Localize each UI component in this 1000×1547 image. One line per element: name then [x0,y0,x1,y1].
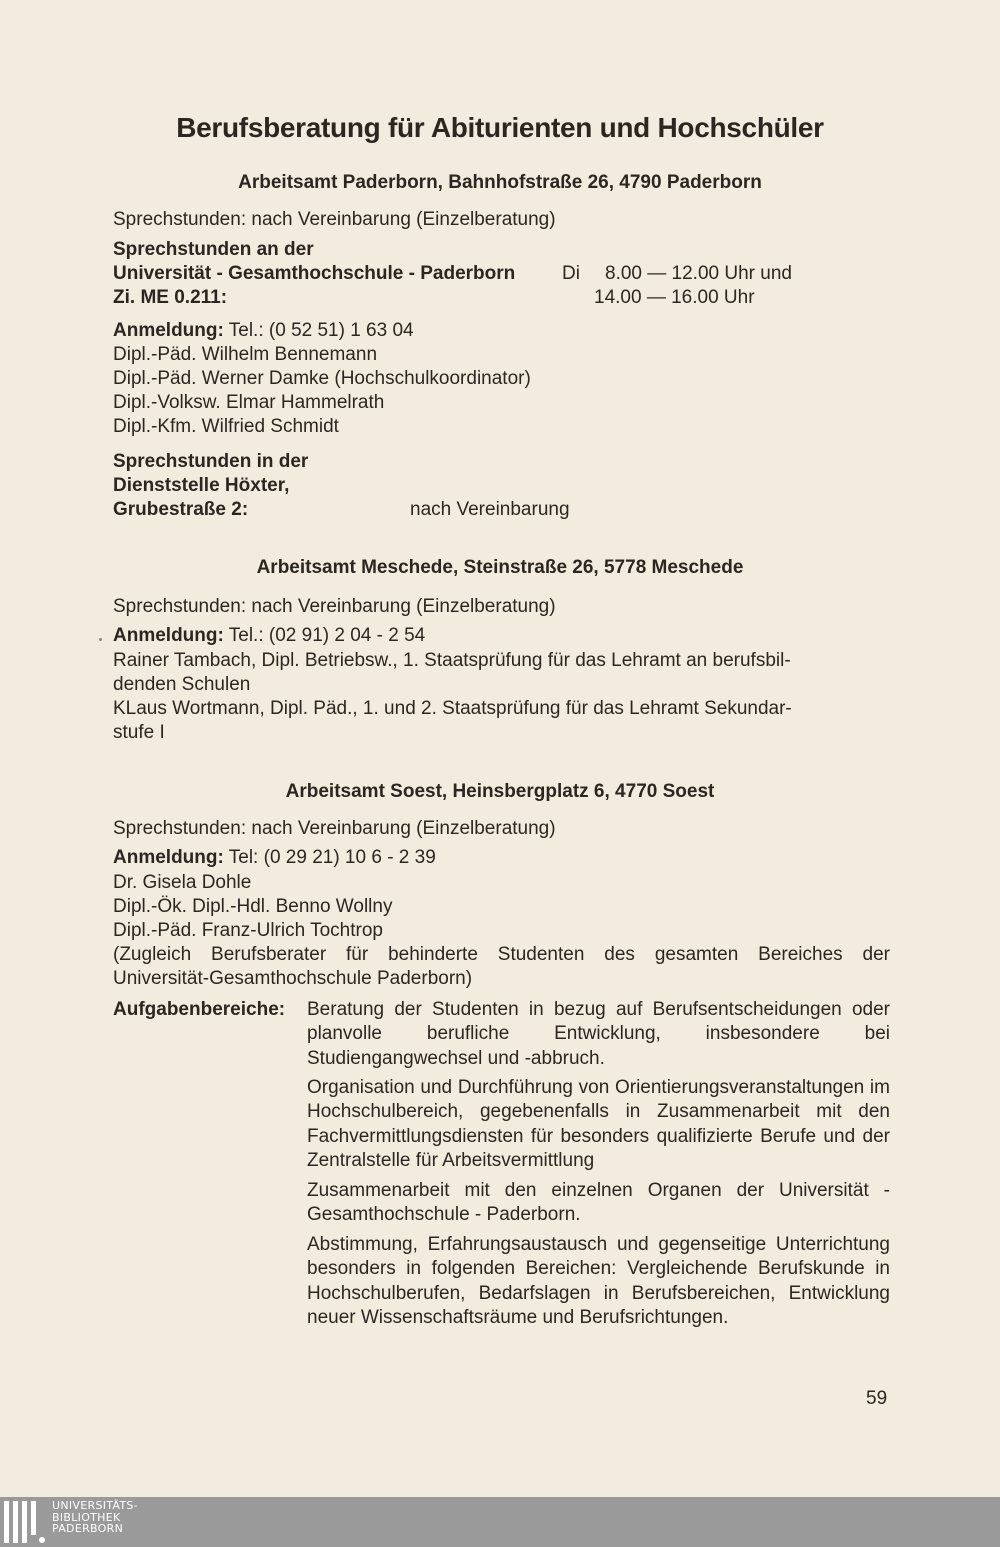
soest-consultation: Sprechstunden: nach Vereinbarung (Einzelberatung) [113,818,556,839]
meschede-staff-1-line-1: Rainer Tambach, Dipl. Betriebsw., 1. Staatsprüfung für das Lehramt an berufsbil- [113,650,791,671]
footer-bar [0,1497,1000,1547]
hoexter-value: nach Vereinbarung [410,499,570,520]
soest-staff-item: Dipl.-Päd. Franz-Ulrich Tochtrop [113,920,383,941]
meschede-staff-2-line-1: KLaus Wortmann, Dipl. Päd., 1. und 2. Staatsprüfung für das Lehramt Sekundar- [113,698,792,719]
paderborn-consultation: Sprechstunden: nach Vereinbarung (Einzelberatung) [113,209,556,230]
paderborn-uni-label-1: Sprechstunden an der [113,239,314,260]
section-heading-soest: Arbeitsamt Soest, Heinsbergplatz 6, 4770 Soest [285,781,715,802]
task-paragraph: Abstimmung, Erfahrungsaustausch und gegenseitige Unterrichtung besonders in folgenden Bereichen: Vergleichende Berufskunde in Hochschulberufen, Bedarfslagen in Berufsbereichen, Entwicklung neuer Wissenschaftsräume und Berufsrichtungen. [307,1234,890,1328]
meschede-registration [113,624,425,648]
page-number: 59 [866,1388,888,1409]
meschede-staff-1-line-2: denden Schulen [113,674,251,695]
meschede-consultation: Sprechstunden: nach Vereinbarung (Einzelberatung) [113,596,556,617]
registration-phone: Tel: (0 29 21) 10 6 - 2 39 [228,847,436,868]
paderborn-uni-label-3: Zi. ME 0.211: [113,287,228,308]
paderborn-day: Di [562,263,580,284]
registration-phone: Tel.: (0 52 51) 1 63 04 [228,320,414,341]
library-barcode-logo-icon [4,1501,44,1543]
paderborn-staff-item: Dipl.-Päd. Wilhelm Bennemann [113,344,378,365]
soest-note-line-1: (Zugleich Berufsberater für behinderte Studenten des gesamten Bereiches der [113,944,890,965]
paderborn-time-1: 8.00 — 12.00 Uhr und [605,263,792,284]
paderborn-staff-item: Dipl.-Päd. Werner Damke (Hochschulkoordinator) [113,368,531,389]
paderborn-time-2: 14.00 — 16.00 Uhr [594,287,755,308]
registration-label: Anmeldung: [113,625,224,646]
meschede-staff-2-line-2: stufe I [113,722,165,743]
hoexter-label-1: Sprechstunden in der [113,451,309,472]
registration-phone: Tel.: (02 91) 2 04 - 2 54 [228,625,426,646]
speck-mark [99,638,102,641]
library-name-line: BIBLIOTHEK [52,1510,121,1524]
soest-note-line-2: Universität-Gesamthochschule Paderborn) [113,968,473,989]
paderborn-registration [113,319,414,343]
registration-label: Anmeldung: [113,847,224,868]
page-title: Berufsberatung für Abiturienten und Hochschüler [176,112,824,143]
paderborn-staff-item: Dipl.-Volksw. Elmar Hammelrath [113,392,385,413]
task-paragraph: Beratung der Studenten in bezug auf Berufsentscheidungen oder planvolle berufliche Entwicklung, insbesondere bei Studiengangwechsel und -abbruch. [307,999,890,1069]
library-name-line: PADERBORN [52,1522,124,1535]
hoexter-label-2: Dienststelle Höxter, [113,475,290,496]
section-heading-paderborn: Arbeitsamt Paderborn, Bahnhofstraße 26, 4790 Paderborn [238,172,762,193]
soest-registration [113,846,436,870]
section-heading-meschede: Arbeitsamt Meschede, Steinstraße 26, 5778 Meschede [256,557,744,578]
library-name-line: UNIVERSITÄTS- [52,1499,138,1512]
paderborn-staff-item: Dipl.-Kfm. Wilfried Schmidt [113,416,339,437]
task-paragraph: Organisation und Durchführung von Orientierungsveranstaltungen im Hochschulbereich, gegebenenfalls in Zusammenarbeit mit den Fachvermittlungsdiensten für besonders qualifizierte Berufe und der Zentralstelle für Arbeitsvermittlung [307,1077,890,1171]
soest-staff-item: Dr. Gisela Dohle [113,872,252,893]
registration-label: Anmeldung: [113,320,224,341]
hoexter-label-3: Grubestraße 2: [113,499,249,520]
tasks-label: Aufgabenbereiche: [113,999,286,1020]
soest-staff-item: Dipl.-Ök. Dipl.-Hdl. Benno Wollny [113,896,393,917]
library-name [52,1500,138,1535]
paderborn-uni-label-2: Universität - Gesamthochschule - Paderborn [113,263,516,284]
task-paragraph: Zusammenarbeit mit den einzelnen Organen der Universität - Gesamthochschule - Paderborn. [307,1180,890,1226]
